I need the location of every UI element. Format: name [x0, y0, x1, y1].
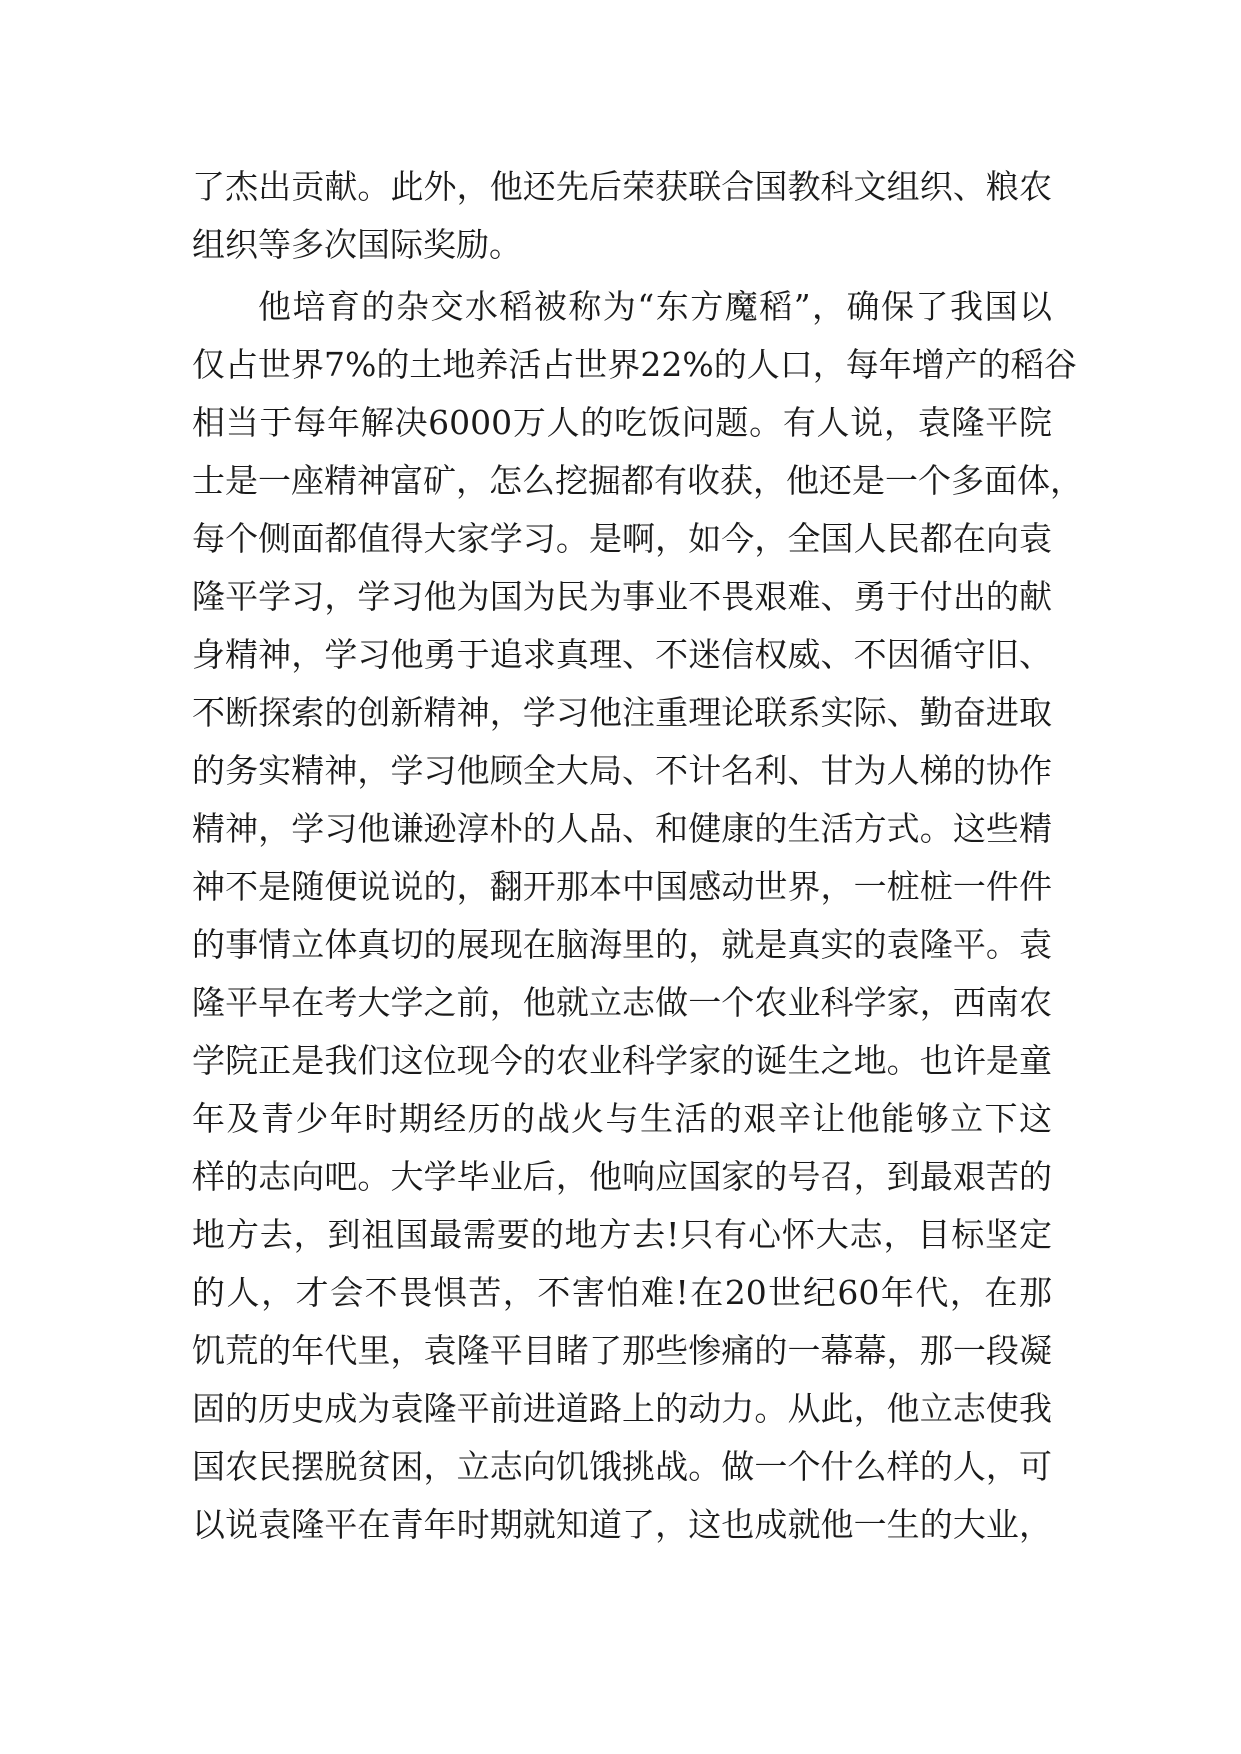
body-text	[192, 158, 1083, 1554]
text-line: 的务实精神，学习他顾全大局、不计名利、甘为人梯的协作	[192, 751, 1052, 790]
text-line: 神不是随便说说的，翻开那本中国感动世界，一桩桩一件件	[192, 867, 1052, 906]
text-line: 每个侧面都值得大家学习。是啊，如今，全国人民都在向袁	[192, 519, 1052, 558]
text-line: 组织等多次国际奖励。	[192, 225, 522, 264]
text-line: 的事情立体真切的展现在脑海里的，就是真实的袁隆平。袁	[192, 925, 1052, 964]
text-line: 相当于每年解决6000万人的吃饭问题。有人说，袁隆平院	[192, 403, 1052, 442]
text-line: 不断探索的创新精神，学习他注重理论联系实际、勤奋进取	[192, 693, 1052, 732]
text-line: 的人，才会不畏惧苦，不害怕难!在20世纪60年代，在那	[192, 1273, 1052, 1312]
text-line: 他培育的杂交水稻被称为“东方魔稻”，确保了我国以	[258, 287, 1052, 326]
text-line: 隆平早在考大学之前，他就立志做一个农业科学家，西南农	[192, 983, 1052, 1022]
paragraph-1	[192, 158, 1052, 274]
text-line: 地方去，到祖国最需要的地方去!只有心怀大志，目标坚定	[192, 1215, 1052, 1254]
text-line: 以说袁隆平在青年时期就知道了，这也成就他一生的大业，	[192, 1505, 1052, 1544]
text-line: 仅占世界7%的土地养活占世界22%的人口，每年增产的稻谷	[192, 345, 1077, 384]
text-line: 士是一座精神富矿，怎么挖掘都有收获，他还是一个多面体，	[192, 461, 1083, 500]
text-line: 固的历史成为袁隆平前进道路上的动力。从此，他立志使我	[192, 1389, 1052, 1428]
text-line: 学院正是我们这位现今的农业科学家的诞生之地。也许是童	[192, 1041, 1052, 1080]
text-line: 样的志向吧。大学毕业后，他响应国家的号召，到最艰苦的	[192, 1157, 1052, 1196]
text-line: 年及青少年时期经历的战火与生活的艰辛让他能够立下这	[192, 1099, 1052, 1138]
text-line: 身精神，学习他勇于追求真理、不迷信权威、不因循守旧、	[192, 635, 1052, 674]
text-line: 隆平学习，学习他为国为民为事业不畏艰难、勇于付出的献	[192, 577, 1052, 616]
text-line: 饥荒的年代里，袁隆平目睹了那些惨痛的一幕幕，那一段凝	[192, 1331, 1052, 1370]
text-line: 国农民摆脱贫困，立志向饥饿挑战。做一个什么样的人，可	[192, 1447, 1052, 1486]
paragraph-2	[192, 278, 1083, 1554]
text-line: 了杰出贡献。此外，他还先后荣获联合国教科文组织、粮农	[192, 167, 1052, 206]
text-line: 精神，学习他谦逊淳朴的人品、和健康的生活方式。这些精	[192, 809, 1052, 848]
